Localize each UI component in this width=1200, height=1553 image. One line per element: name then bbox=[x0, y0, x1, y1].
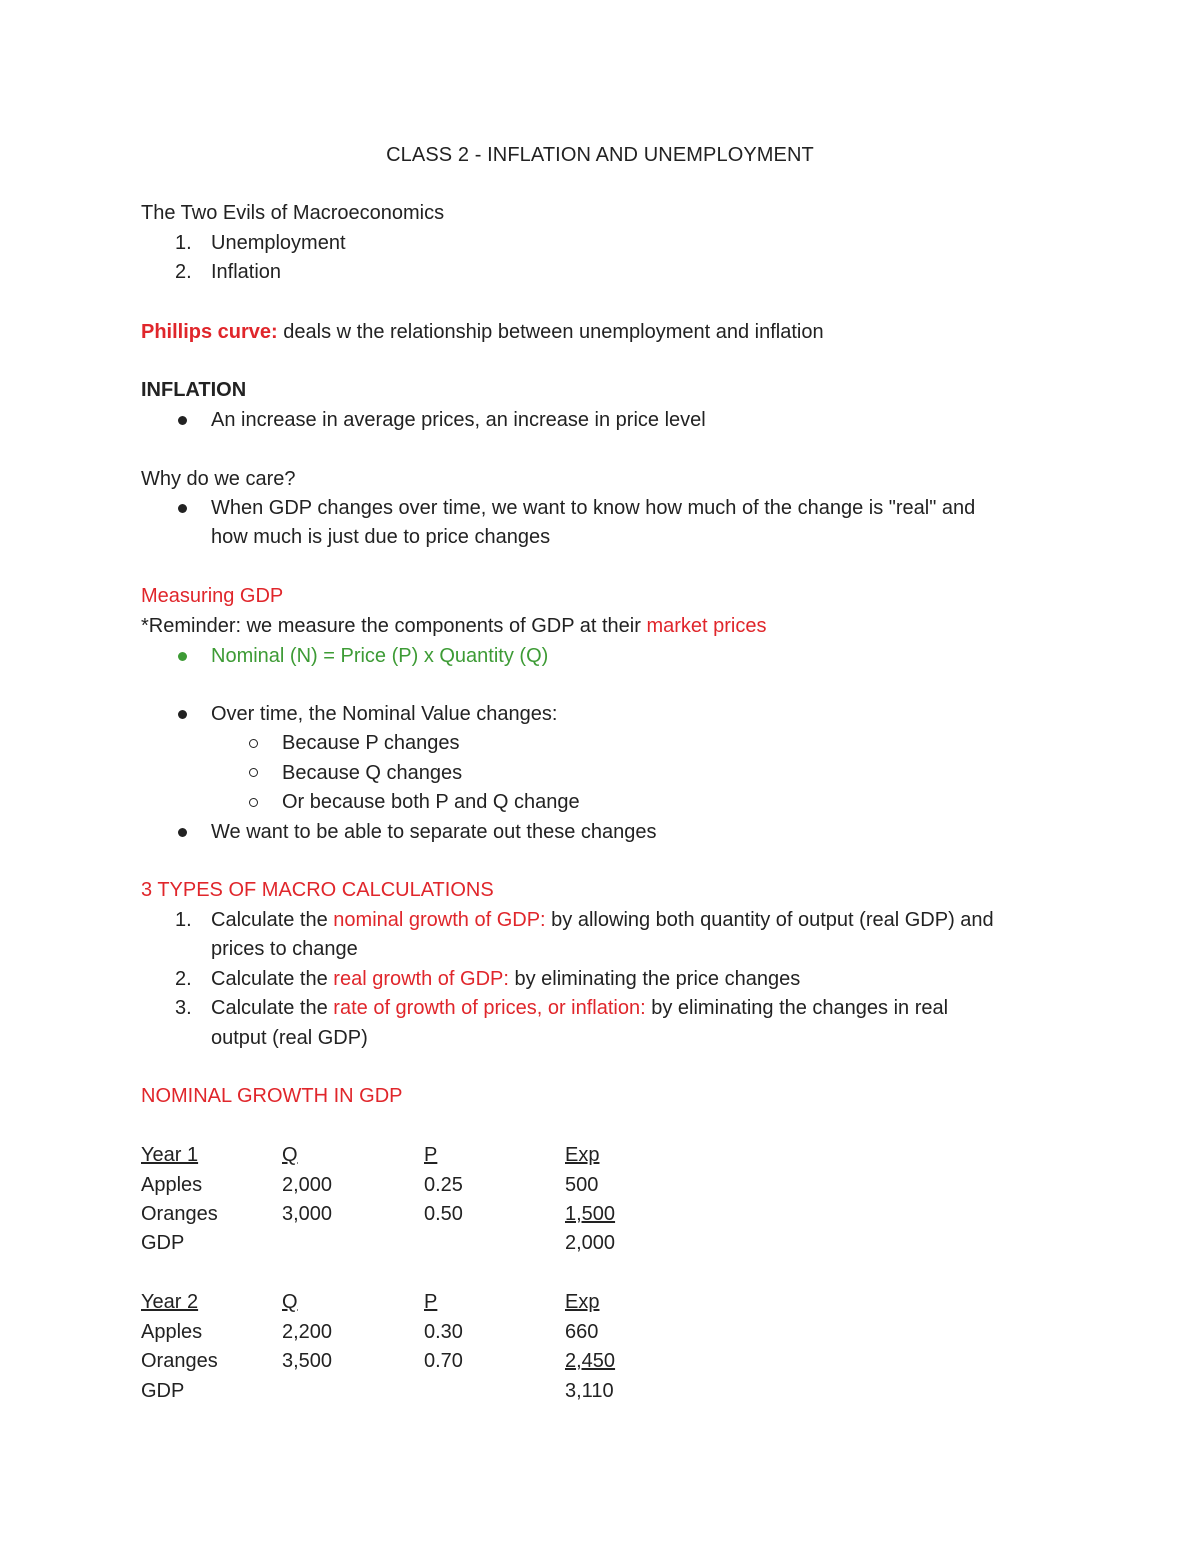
table-cell: 2,200 bbox=[282, 1321, 333, 1343]
list-item-continuation: output (real GDP) bbox=[211, 1027, 368, 1049]
table-header: Exp bbox=[565, 1291, 600, 1313]
table-cell: Apples bbox=[141, 1321, 203, 1343]
calc-highlight: nominal growth of GDP: bbox=[333, 909, 546, 931]
table-header: Q bbox=[282, 1144, 298, 1166]
list-item: Unemployment bbox=[211, 232, 346, 254]
list-marker: 3. bbox=[175, 997, 192, 1019]
table-cell: Apples bbox=[141, 1174, 203, 1196]
why-care-heading: Why do we care? bbox=[141, 468, 296, 490]
list-item: An increase in average prices, an increase in price level bbox=[211, 409, 706, 431]
bullet-icon bbox=[178, 652, 187, 661]
reminder-text bbox=[141, 614, 766, 638]
reminder-prefix: *Reminder: we measure the components of GDP at their bbox=[141, 615, 647, 637]
table-cell: 2,450 bbox=[565, 1350, 616, 1372]
calculations-heading: 3 TYPES OF MACRO CALCULATIONS bbox=[141, 879, 494, 901]
table-cell: 500 bbox=[565, 1174, 599, 1196]
sub-list-item: Because Q changes bbox=[282, 762, 463, 784]
list-item: Over time, the Nominal Value changes: bbox=[211, 703, 558, 725]
table-cell: 3,000 bbox=[282, 1203, 333, 1225]
calc-highlight: rate of growth of prices, or inflation: bbox=[333, 997, 646, 1019]
list-marker: 1. bbox=[175, 909, 192, 931]
table-cell: 0.30 bbox=[424, 1321, 463, 1343]
list-item-continuation: how much is just due to price changes bbox=[211, 526, 551, 548]
bullet-icon bbox=[178, 828, 187, 837]
sub-list-item: Because P changes bbox=[282, 732, 460, 754]
calc-prefix: Calculate the bbox=[211, 968, 334, 990]
table-cell: 660 bbox=[565, 1321, 599, 1343]
table-header: Q bbox=[282, 1291, 298, 1313]
phillips-curve-definition bbox=[141, 320, 824, 344]
list-marker: 2. bbox=[175, 968, 192, 990]
table-header: P bbox=[424, 1291, 438, 1313]
list-item bbox=[211, 967, 800, 991]
table-cell: 2,000 bbox=[565, 1232, 616, 1254]
table-cell: Oranges bbox=[141, 1203, 218, 1225]
table-header: P bbox=[424, 1144, 438, 1166]
table-cell: Oranges bbox=[141, 1350, 218, 1372]
document-title: CLASS 2 - INFLATION AND UNEMPLOYMENT bbox=[386, 144, 814, 166]
phillips-curve-text: deals w the relationship between unemployment and inflation bbox=[277, 321, 824, 343]
table-cell: 3,110 bbox=[565, 1380, 614, 1402]
calc-prefix: Calculate the bbox=[211, 909, 334, 931]
bullet-icon bbox=[178, 416, 187, 425]
sub-bullet-icon bbox=[249, 739, 258, 748]
two-evils-heading: The Two Evils of Macroeconomics bbox=[141, 202, 445, 224]
calc-rest: by eliminating the price changes bbox=[508, 968, 801, 990]
table-cell: GDP bbox=[141, 1380, 185, 1402]
sub-list-item: Or because both P and Q change bbox=[282, 791, 580, 813]
list-marker: 2. bbox=[175, 261, 192, 283]
reminder-highlight: market prices bbox=[646, 615, 767, 637]
list-item-continuation: prices to change bbox=[211, 938, 358, 960]
table-cell: 0.70 bbox=[424, 1350, 463, 1372]
table-cell: 1,500 bbox=[565, 1203, 616, 1225]
table-cell: 2,000 bbox=[282, 1174, 333, 1196]
table-header: Year 2 bbox=[141, 1291, 199, 1313]
bullet-icon bbox=[178, 710, 187, 719]
bullet-icon bbox=[178, 504, 187, 513]
table-cell: GDP bbox=[141, 1232, 185, 1254]
calc-prefix: Calculate the bbox=[211, 997, 334, 1019]
table-cell: 0.25 bbox=[424, 1174, 463, 1196]
nominal-formula: Nominal (N) = Price (P) x Quantity (Q) bbox=[211, 645, 549, 667]
calc-rest: by eliminating the changes in real bbox=[645, 997, 949, 1019]
sub-bullet-icon bbox=[249, 768, 258, 777]
list-item bbox=[211, 908, 994, 932]
phillips-curve-term: Phillips curve: bbox=[141, 321, 278, 343]
table-header: Exp bbox=[565, 1144, 600, 1166]
list-item: We want to be able to separate out these changes bbox=[211, 821, 657, 843]
table-header: Year 1 bbox=[141, 1144, 199, 1166]
table-cell: 0.50 bbox=[424, 1203, 463, 1225]
inflation-heading: INFLATION bbox=[141, 379, 247, 401]
table-cell: 3,500 bbox=[282, 1350, 333, 1372]
calc-highlight: real growth of GDP: bbox=[333, 968, 509, 990]
list-item: When GDP changes over time, we want to know how much of the change is "real" and bbox=[211, 497, 976, 519]
list-marker: 1. bbox=[175, 232, 192, 254]
nominal-growth-heading: NOMINAL GROWTH IN GDP bbox=[141, 1085, 403, 1107]
calc-rest: by allowing both quantity of output (real GDP) and bbox=[545, 909, 994, 931]
list-item bbox=[211, 996, 948, 1020]
list-item: Inflation bbox=[211, 261, 282, 283]
measuring-gdp-heading: Measuring GDP bbox=[141, 585, 284, 607]
sub-bullet-icon bbox=[249, 798, 258, 807]
